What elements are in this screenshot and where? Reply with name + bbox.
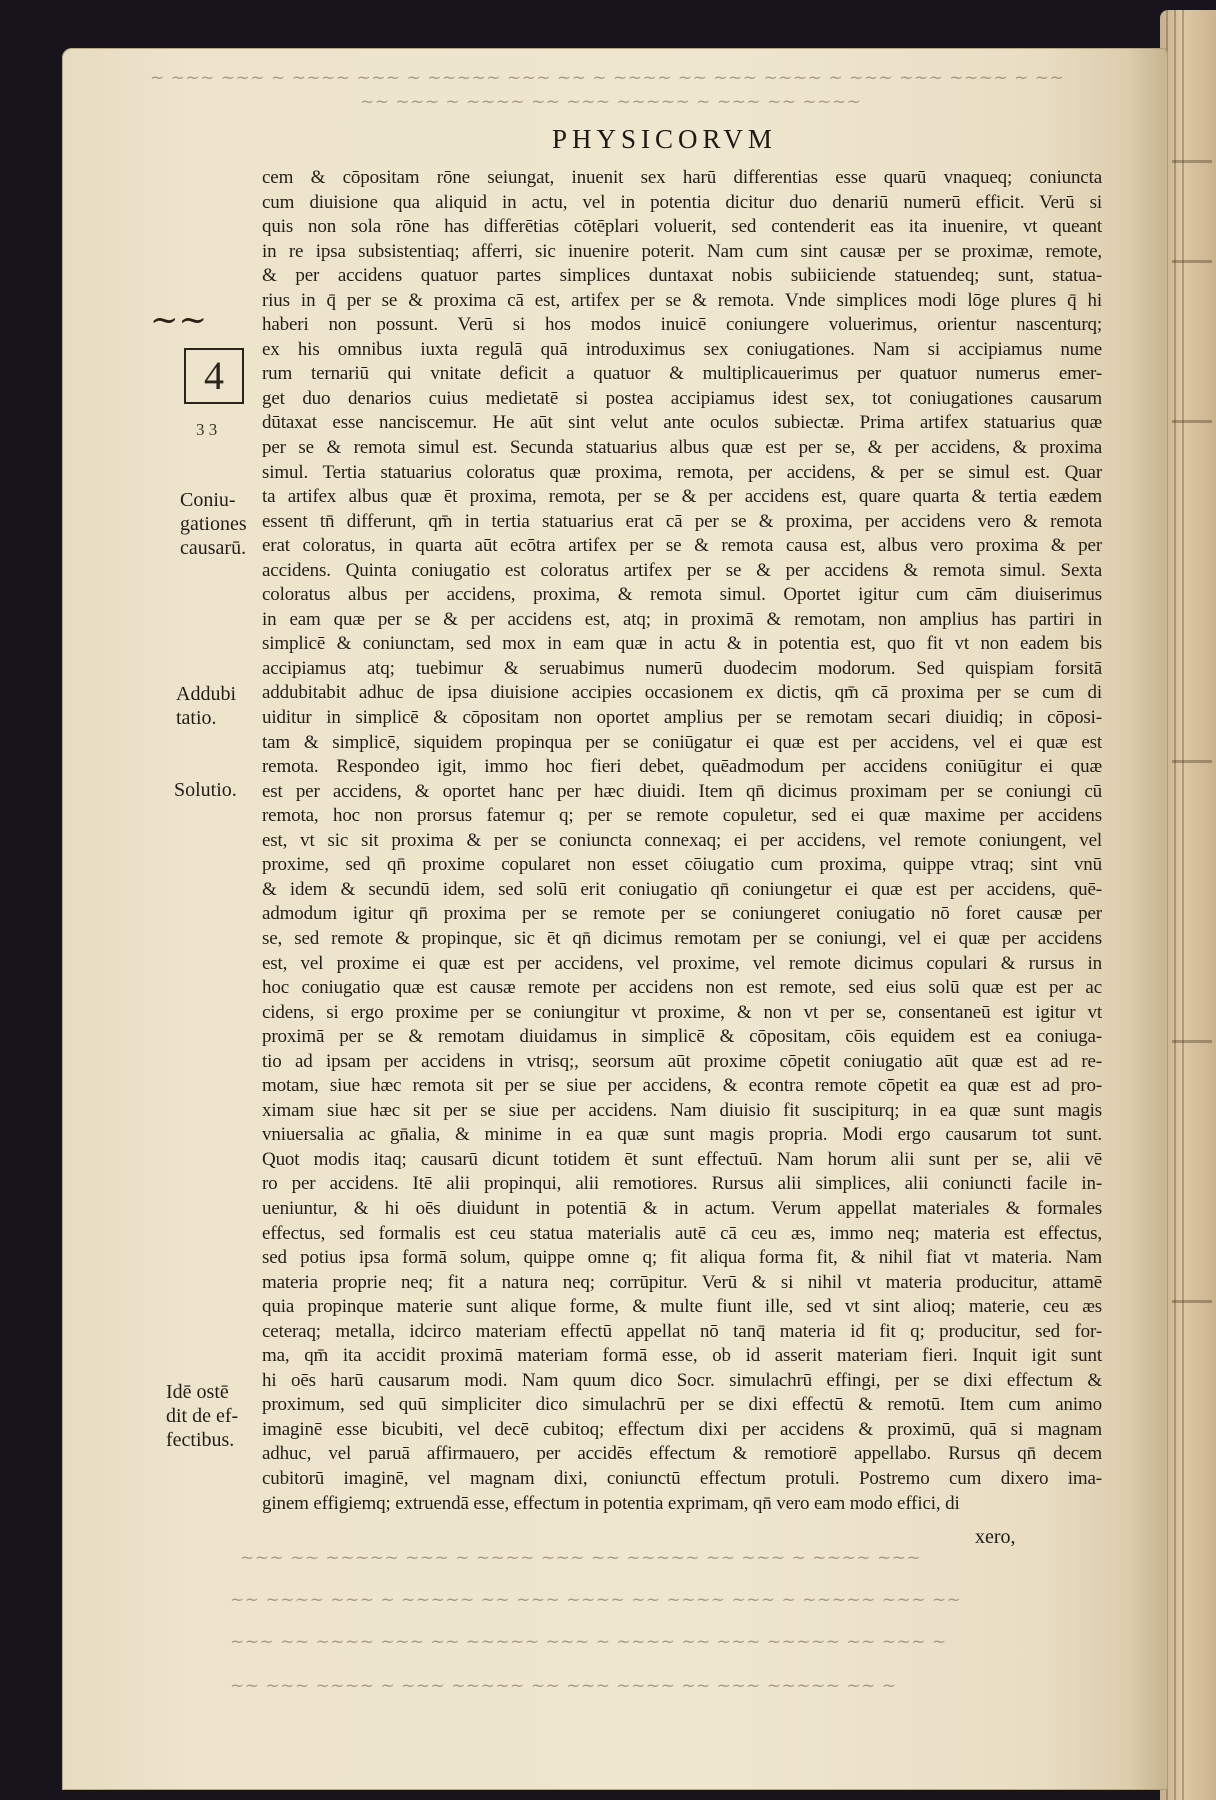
text-line: coloratus albus per accidens, proxima, & remota simul. Oportet igitur cum cām diuiserimus [262,584,1102,606]
margin-note-coniugationes [180,488,247,560]
margin-note-line: Idē ostē [166,1381,229,1403]
text-line: accipiamus atq; tuebimur & seruabimus numerū duodecim modorum. Sed quispiam forsitā [262,657,1102,679]
text-line: proxime, sed qn̄ proxime copularet non esset cōiugatio cum proxima, quippe vtraq; sint vnū [262,854,1102,876]
text-line: rius in q̄ per se & proxima cā est, artifex per se & remota. Vnde simplices modi lōge plures q̄ hi [262,289,1102,311]
margin-note-line: Addubi [176,683,236,705]
text-line: ginem effigiemq; extruendā esse, effectum in potentia exprimam, qn̄ vero eam modo effici, di [262,1492,960,1514]
text-line: materia proprie neq; fit a natura neq; corrūpitur. Verū & si nihil vt materia producitur, attamē [262,1271,1102,1293]
text-line: tam & simplicē, siquidem propinqua per se coniūgatur ei quæ est per accidens, vel ei quæ est [262,731,1102,753]
margin-note-line: dit de ef- [166,1405,239,1427]
text-line: est, vt sic sit proxima & per se coniuncta connexaq; ei per accidens, vel remote coniungent, vel [262,829,1102,851]
text-line: haberi non possunt. Verū si hos modos inuicē coniungere voluerimus, orientur nascenturq; [262,314,1102,336]
text-line: hoc coniugatio quæ est causæ remote per accidens non est remote, sed eius solū quæ est per ac [262,977,1102,999]
text-line: tio ad ipsam per accidens in vtrisq;, seorsum aūt proxime cōpetit coniugatio aūt quæ est ad re- [262,1050,1102,1072]
running-head: PHYSICORVM [552,124,777,154]
facing-page-text-fragment [1172,1040,1212,1043]
text-line: ro per accidens. Itē alii propinqui, alii remotiores. Rursus alii simplices, alii coniuncti facile in- [262,1173,1102,1195]
text-line: hi oēs harū causarum modi. Nam quum dico Socr. simulachrū effingi, per se dixi effectum & [262,1369,1102,1391]
text-line: proximum, sed quū simpliciter dico simulachrū per se dixi effectū & remotū. Item cum animo [262,1394,1102,1416]
text-line: erat coloratus, in quarta aūt ecōtra artifex per se & remota causa est, albus vero proxima & per [262,535,1102,557]
text-line: cidens, si ergo proxime per se coniungitur vt proxime, & non vt per se, consentaneū est igitur vt [262,1001,1102,1023]
facing-page-edge [1160,10,1216,1800]
text-line: est, vel proxime ei quæ est per accidens, vel proxime, vel remote dicimus copulari & rursus in [262,952,1102,974]
margin-note-line: causarū. [180,537,247,559]
boxed-section-number: 4 [184,348,244,404]
text-line: cem & cōpositam rōne seiungat, inuenit sex harū differentias esse quarū vnaqueq; coniuncta [262,167,1102,188]
faded-handwriting-bottom: ~~~ ~~ ~~~~ ~~~ ~~ ~~~~~ ~~~ ~ ~~~~ ~~ ~~~ ~~~~~ ~~ ~~~ ~ [230,1632,947,1652]
text-line: Quot modis itaq; causarū dicunt totidem ēt sunt effectuū. Nam horum alii sunt per se, alii vē [262,1148,1102,1170]
text-line: admodum igitur qn̄ proxima per se remote per se coniungeret coniugatio nō foret causæ per [262,903,1102,925]
text-line: ma, qm̄ ita accidit proximā materiam formā esse, ob id asserit materiam fieri. Inquit igit sunt [262,1345,1102,1367]
text-line: ximam siue hæc sit per se siue per accidens. Nam diuisio fit suscipiturq; in ea quæ sunt magis [262,1099,1102,1121]
text-line: essent tn̄ differunt, qm̄ in tertia statuarius erat cā per se & proxima, per accidens vero & remota [262,510,1102,532]
text-line: effectus, sed formalis est ceu statua materialis autē cā ceu æs, immo neq; materia est effectus, [262,1222,1102,1244]
faded-handwriting-bottom: ~~~ ~~ ~~~~~ ~~~ ~ ~~~~ ~~~ ~~ ~~~~~ ~~ ~~~ ~ ~~~~ ~~~ [240,1548,922,1568]
faded-handwriting-top: ~ ~~~ ~~~ ~ ~~~~ ~~~ ~ ~~~~~ ~~~ ~~ ~ ~~~~ ~~ ~~~ ~~~~ ~ ~~~ ~~~ ~~~~ ~ ~~ [150,68,1065,88]
text-line: imaginē esse bicubiti, vel decē cubitoq; effectum dixi per accidens & proximū, quā si magnam [262,1418,1102,1440]
text-line: remota, hoc non prorsus fatemur q; per se remote copuletur, sed ei quæ maxime per accidens [262,805,1102,827]
text-line: in eam quæ per se & per accidens est, atq; in proximā & remotam, non amplius has partiri in [262,608,1102,630]
pencil-marks: 3 3 [196,420,218,439]
facing-page-text-fragment [1172,1300,1212,1303]
facing-page-text-fragment [1172,160,1212,163]
text-line: addubitabit adhuc de ipsa diuisione accipies occasionem ex dictis, qm̄ cā proxima per se cum di [262,682,1102,704]
page-edge-line [1174,10,1176,1800]
text-line: & idem & secundū idem, sed solū erit coniugatio qn̄ coniungetur ei quæ est per accidens, quē- [262,878,1102,900]
ink-scribble-mark: ~~ [150,300,207,340]
faded-handwriting-bottom: ~~ ~~~ ~~~~ ~ ~~~ ~~~~~ ~~ ~~~ ~~~~ ~~ ~~~ ~~~~~ ~~ ~ [230,1676,897,1696]
facing-page-text-fragment [1172,260,1212,263]
text-line: motam, siue hæc remota sit per se siue per accidens, & econtra remote cōpetit ea quæ est ad pro- [262,1075,1102,1097]
text-line: simplicē & coniunctam, sed mox in eam quæ in actu & in potentia est, quo fit vt non eadem bis [262,633,1102,655]
text-line: ueniuntur, & hi oēs diuidunt in potentiā & in actum. Verum appellat materiales & formales [262,1197,1102,1219]
text-line: se, sed remote & propinque, sic ēt qn̄ dicimus remotam per se coniungi, vel ei quæ per accidens [262,927,1102,949]
margin-note-line: Coniu- [180,489,236,511]
margin-note-solutio: Solutio. [174,779,237,801]
text-line: get duo denarios cuius medietatē si postea accipiamus idest sex, tot coniugationes causarum [262,387,1102,409]
text-line: ceteraq; metalla, idcirco materiam effectū appellat nō tanq̄ materia id fit q; producitur, sed for- [262,1320,1102,1342]
text-line: cum diuisione qua aliquid in actu, vel in potentia dicitur duo denariū numerū efficit. Verū si [262,191,1102,213]
main-text-block [262,166,1102,1516]
margin-note-idem-ostendit [166,1380,238,1452]
text-line: & per accidens quatuor partes simplices duntaxat nobis subiiciende statuendeq; sunt, statua- [262,265,1102,287]
text-line: rum ternariū qui vnitate deficit a quatuor & multiplicauerimus per quatuor numerus emer- [262,363,1102,385]
margin-note-line: tatio. [176,707,217,729]
faded-handwriting-bottom: ~~ ~~~~ ~~~ ~ ~~~~~ ~~ ~~~ ~~~~ ~~ ~~~~ ~~~ ~ ~~~~~ ~~~ ~~ [230,1590,962,1610]
text-line: dūtaxat esse nanciscemur. He aūt sint velut ante oculos subiectæ. Prima artifex statuarius quæ [262,412,1102,434]
text-line: adhuc, vel paruā affirmauero, per accidēs effectum & remotiorē appellabo. Rursus qn̄ decem [262,1443,1102,1465]
text-line: per se & remota simul est. Secunda statuarius albus quæ est per se, & per accidens, & proxima [262,437,1102,459]
text-line: vniuersalia ac gn̄alia, & minime in ea quæ sunt magis propria. Modi ergo causarum tot sunt. [262,1124,1102,1146]
text-line: quis non sola rōne has differētias cōtēplari voluerit, sed contenderit eas ita inuenire, vt queant [262,216,1102,238]
text-line: accidens. Quinta coniugatio est coloratus artifex per se & per accidens & remota simul. Sexta [262,559,1102,581]
text-line: uiditur in simplicē & cōpositam non oportet amplius per se remotam secari diuidiq; in cōposi- [262,707,1102,729]
text-line: simul. Tertia statuarius coloratus quæ proxima, remota, per accidens, & per se simul est. Quar [262,461,1102,483]
text-line: in re ipsa subsistentiaq; afferri, sic inuenire poterit. Nam cum sint causæ per se proximæ, remote, [262,240,1102,262]
catchword: xero, [975,1526,1016,1548]
text-line: ta artifex albus quæ ēt proxima, remota, per se & per accidens est, quare quarta & tertia eædem [262,486,1102,508]
facing-page-text-fragment [1172,420,1212,423]
facing-page-text-fragment [1172,760,1212,763]
margin-note-addubitatio [176,682,236,730]
text-line: sed potius ipsa formā solum, quippe omne q; fit aliqua forma fit, & nihil fiat vt materia. Nam [262,1247,1102,1269]
faded-handwriting-top: ~~ ~~~ ~ ~~~~ ~~ ~~~ ~~~~~ ~ ~~~ ~~ ~~~~ [360,92,862,112]
text-line: est per accidens, & oportet hanc per hæc diuidi. Item qn̄ dicimus proximam per se coniungi cū [262,780,1102,802]
text-line: quia propinque materie sunt alique forme, & multe fiunt ille, sed vt sint alioq; materie, ceu æs [262,1296,1102,1318]
margin-note-line: gationes [180,513,247,535]
text-line: proximā per se & remotam diuidamus in simplicē & cōpositam, cōis equidem est ea coniuga- [262,1026,1102,1048]
text-line: remota. Respondeo igit, immo hoc fieri debet, quēadmodum per accidens coniūgitur ei quæ [262,756,1102,778]
gutter-shadow [1128,48,1168,1790]
text-line: ex his omnibus iuxta regulā quā introduximus sex coniugationes. Nam si accipiamus nume [262,338,1102,360]
margin-note-line: fectibus. [166,1429,235,1451]
page-edge-line [1182,10,1184,1800]
text-line: cubitorū imaginē, vel magnam dixi, coniunctū effectum protuli. Postremo cum dixero ima- [262,1467,1102,1489]
